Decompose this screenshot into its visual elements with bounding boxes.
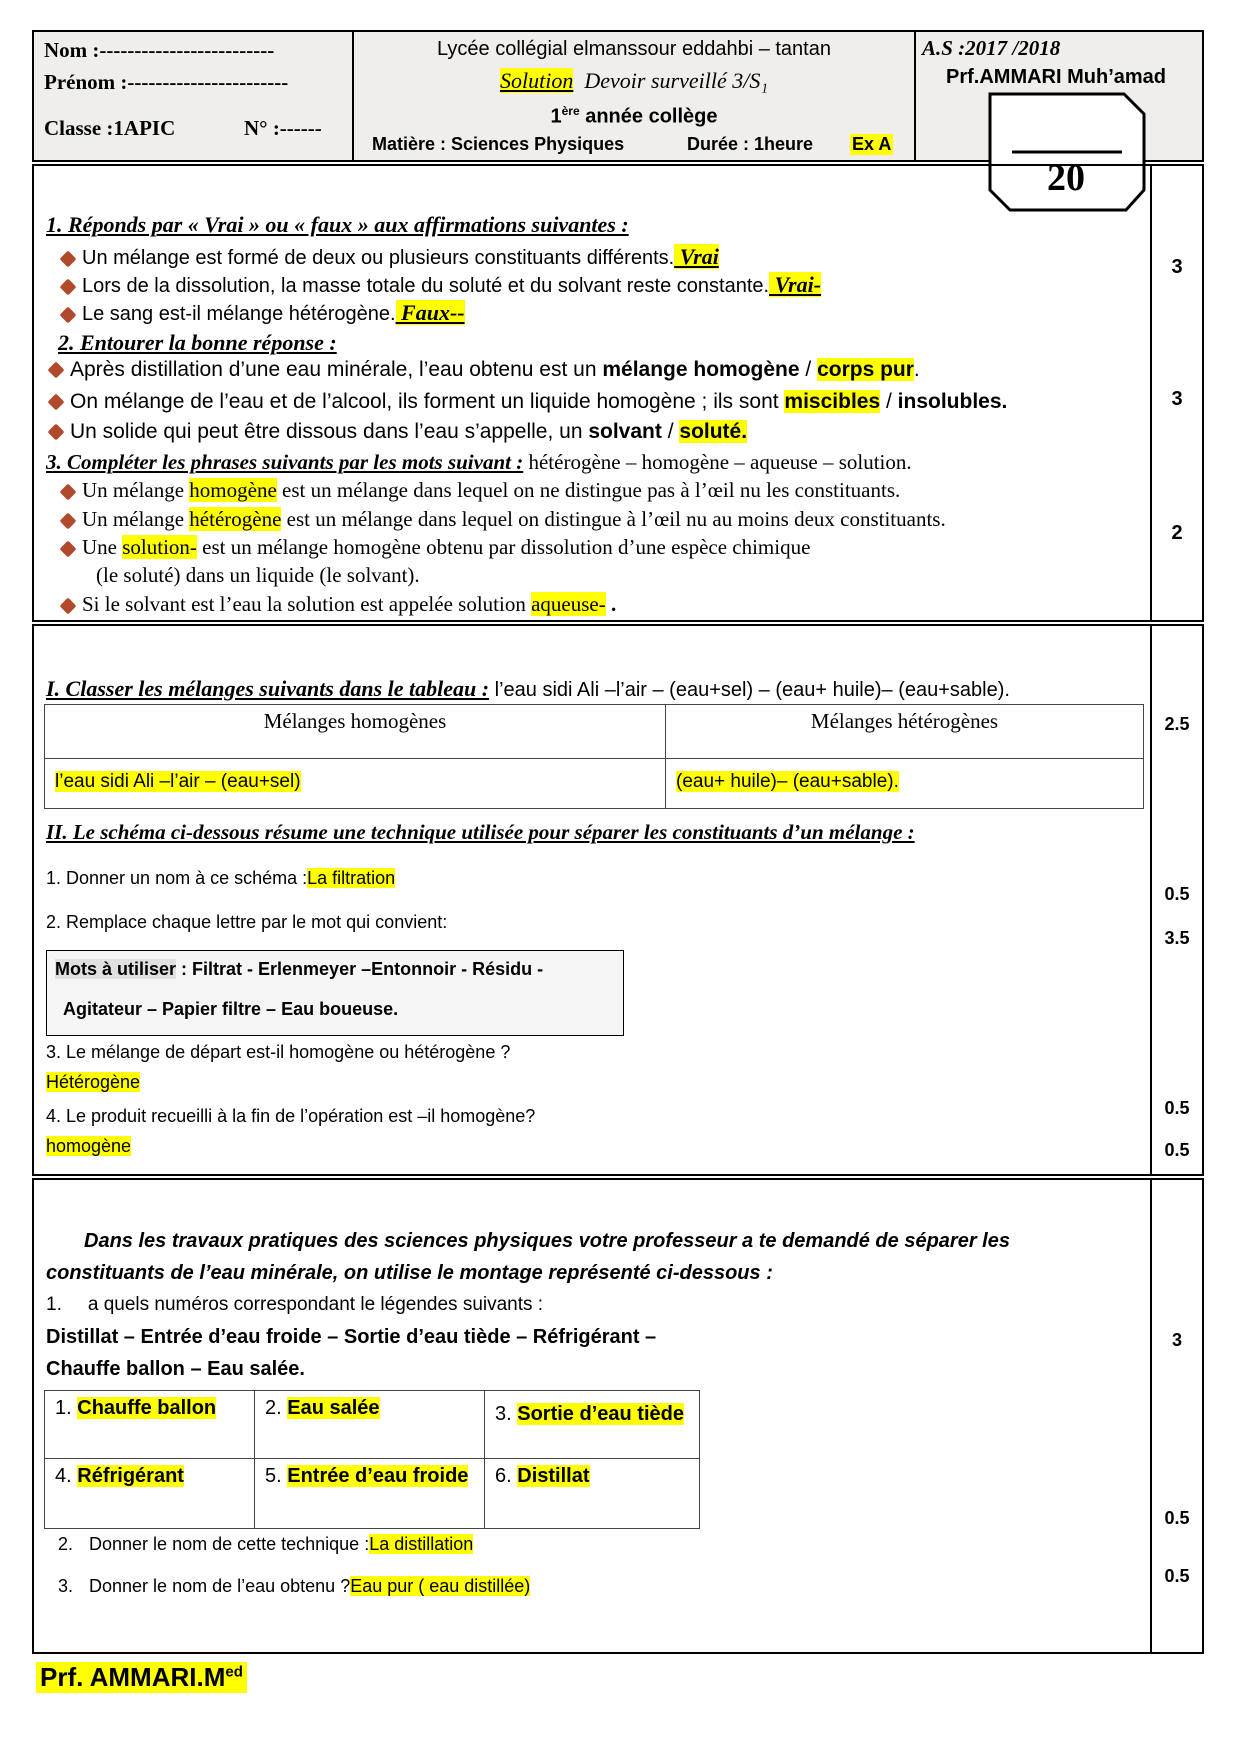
legend-table xyxy=(44,1390,700,1529)
legend-question: 1. a quels numéros correspondant le légendes suivants : xyxy=(46,1294,544,1315)
bullet-icon xyxy=(48,362,65,379)
q3-item: Un mélange homogène est un mélange dans lequel on ne distingue pas à l’œil nu les constituants. xyxy=(62,478,1240,503)
exam-info-cell xyxy=(354,32,916,160)
words-box xyxy=(46,950,624,1036)
water-question: 3. Donner le nom de l’eau obtenu ?Eau pur ( eau distillée) xyxy=(58,1576,531,1596)
bullet-icon xyxy=(48,424,65,441)
table-header: Mélanges hétérogènes xyxy=(666,705,1144,759)
q1-item: Lors de la dissolution, la masse totale du soluté et du solvant reste constante. Vrai- xyxy=(62,272,1240,298)
classify-title: I. Classer les mélanges suivants dans le tableau : l’eau sidi Ali –l’air – (eau+sel) – (eau+ huile)– (eau+sable). xyxy=(46,676,1010,701)
schema-q1: 1. Donner un nom à ce schéma :La filtration xyxy=(46,868,396,888)
q3-continuation: (le soluté) dans un liquide (le solvant). xyxy=(96,563,420,587)
q3-item: Un mélange hétérogène est un mélange dans lequel on distingue à l’œil nu au moins deux constituants. xyxy=(62,507,1240,532)
numero-field: N° :------ xyxy=(244,116,322,140)
school-name: Lycée collégial elmanssour eddahbi – tantan xyxy=(437,38,831,60)
schema-q4: 4. Le produit recueilli à la fin de l’opération est –il homogène? xyxy=(46,1106,536,1126)
score-technique: 0.5 xyxy=(1164,1508,1190,1528)
table-cell: l’eau sidi Ali –l’air – (eau+sel) xyxy=(45,759,666,809)
solution-label: Solution xyxy=(500,68,574,93)
devoir-label: Devoir surveillé 3/S₁ xyxy=(584,68,768,93)
q2-title: 2. Entourer la bonne réponse : xyxy=(58,330,337,355)
classification-table xyxy=(44,704,1144,809)
legend-cell: 3. Sortie d’eau tiède xyxy=(485,1391,700,1459)
schema-q3-answer: Hétérogène xyxy=(46,1072,141,1092)
score-water: 0.5 xyxy=(1164,1566,1190,1586)
grade-total: 20 xyxy=(1047,157,1085,199)
teacher-signature: Prf. $AMMARI.M^{ed}$ xyxy=(36,1662,247,1693)
intro-line: Dans les travaux pratiques des sciences physiques votre professeur a te demandé de séparer les xyxy=(84,1230,1010,1252)
technique-question: 2. Donner le nom de cette technique :La distillation xyxy=(58,1534,474,1554)
q1-title: 1. Réponds par « Vrai » ou « faux » aux affirmations suivantes : xyxy=(46,212,629,237)
schema-title: II. Le schéma ci-dessous résume une technique utilisée pour séparer les constituants d’un mélange : xyxy=(46,820,915,844)
matiere-label: Matière : Sciences Physiques xyxy=(372,134,625,154)
words-line: Agitateur – Papier filtre – Eau boueuse. xyxy=(63,999,399,1019)
bullet-icon xyxy=(60,484,77,501)
words-label: Mots à utiliser xyxy=(55,959,177,979)
score-q2: 3 xyxy=(1171,388,1183,410)
bullet-icon xyxy=(60,306,77,323)
words-line: : Filtrat - Erlenmeyer –Entonnoir - Résidu - xyxy=(176,959,544,979)
schema-q4-answer: homogène xyxy=(46,1136,132,1156)
q3-item: Une solution- est un mélange homogène obtenu par dissolution d’une espèce chimique xyxy=(62,535,1240,560)
exam-title xyxy=(354,68,914,94)
score-schema-q2: 3.5 xyxy=(1164,928,1190,948)
legend-cell: 1. Chauffe ballon xyxy=(45,1391,255,1459)
level-label: 1ère année collège xyxy=(550,104,718,128)
bullet-icon xyxy=(60,250,77,267)
intro-line: constituants de l’eau minérale, on utilise le montage représenté ci-dessous : xyxy=(46,1262,773,1284)
prof-name: Prf.AMMARI Muh’amad xyxy=(946,66,1166,88)
q3-item: Si le solvant est l’eau la solution est appelée solution aqueuse- . xyxy=(62,592,1240,617)
nom-field: Nom :------------------------- xyxy=(44,38,275,62)
legend-cell: 5. Entrée d’eau froide xyxy=(255,1459,485,1529)
legend-cell: 4. Réfrigérant xyxy=(45,1459,255,1529)
score-schema-q3: 0.5 xyxy=(1164,1098,1190,1118)
q3-title: 3. Compléter les phrases suivants par les mots suivant : hétérogène – homogène – aqueuse – solution. xyxy=(46,450,912,474)
bullet-icon xyxy=(60,278,77,295)
legend-cell: 6. Distillat xyxy=(485,1459,700,1529)
schema-q2: 2. Remplace chaque lettre par le mot qui convient: xyxy=(46,912,448,932)
legend-cell: 2. Eau salée xyxy=(255,1391,485,1459)
table-cell: (eau+ huile)– (eau+sable). xyxy=(666,759,1144,809)
exercise-version-badge: Ex A xyxy=(852,134,892,154)
q2-item: On mélange de l’eau et de l’alcool, ils forment un liquide homogène ; ils sont miscibles / insolubles. xyxy=(50,390,1240,414)
score-schema-q4: 0.5 xyxy=(1164,1140,1190,1160)
classe-field: Classe :1APIC xyxy=(44,116,176,140)
score-q1: 3 xyxy=(1171,256,1183,278)
legend-list: Distillat – Entrée d’eau froide – Sortie d’eau tiède – Réfrigérant – xyxy=(46,1326,657,1348)
bullet-icon xyxy=(48,394,65,411)
school-year: A.S :2017 /2018 xyxy=(922,36,1061,60)
score-legend: 3 xyxy=(1171,1330,1182,1350)
score-schema-q1: 0.5 xyxy=(1164,884,1190,904)
table-header: Mélanges homogènes xyxy=(45,705,666,759)
bullet-icon xyxy=(60,598,77,615)
score-classify: 2.5 xyxy=(1164,714,1190,734)
student-info-cell xyxy=(34,32,354,160)
prenom-field: Prénom :----------------------- xyxy=(44,70,289,94)
bullet-icon xyxy=(60,513,77,530)
schema-q3: 3. Le mélange de départ est-il homogène ou hétérogène ? xyxy=(46,1042,511,1062)
q1-item: Un mélange est formé de deux ou plusieurs constituants différents. Vrai xyxy=(62,244,1240,270)
bullet-icon xyxy=(60,541,77,558)
q2-item: Après distillation d’une eau minérale, l’eau obtenu est un mélange homogène / corps pur. xyxy=(50,358,1240,382)
duree-label: Durée : 1heure xyxy=(687,134,814,154)
legend-list: Chauffe ballon – Eau salée. xyxy=(46,1358,305,1380)
q1-item: Le sang est-il mélange hétérogène. Faux-- xyxy=(62,300,1240,326)
score-q3: 2 xyxy=(1171,522,1183,544)
q2-item: Un solide qui peut être dissous dans l’eau s’appelle, un solvant / soluté. xyxy=(50,420,1240,444)
